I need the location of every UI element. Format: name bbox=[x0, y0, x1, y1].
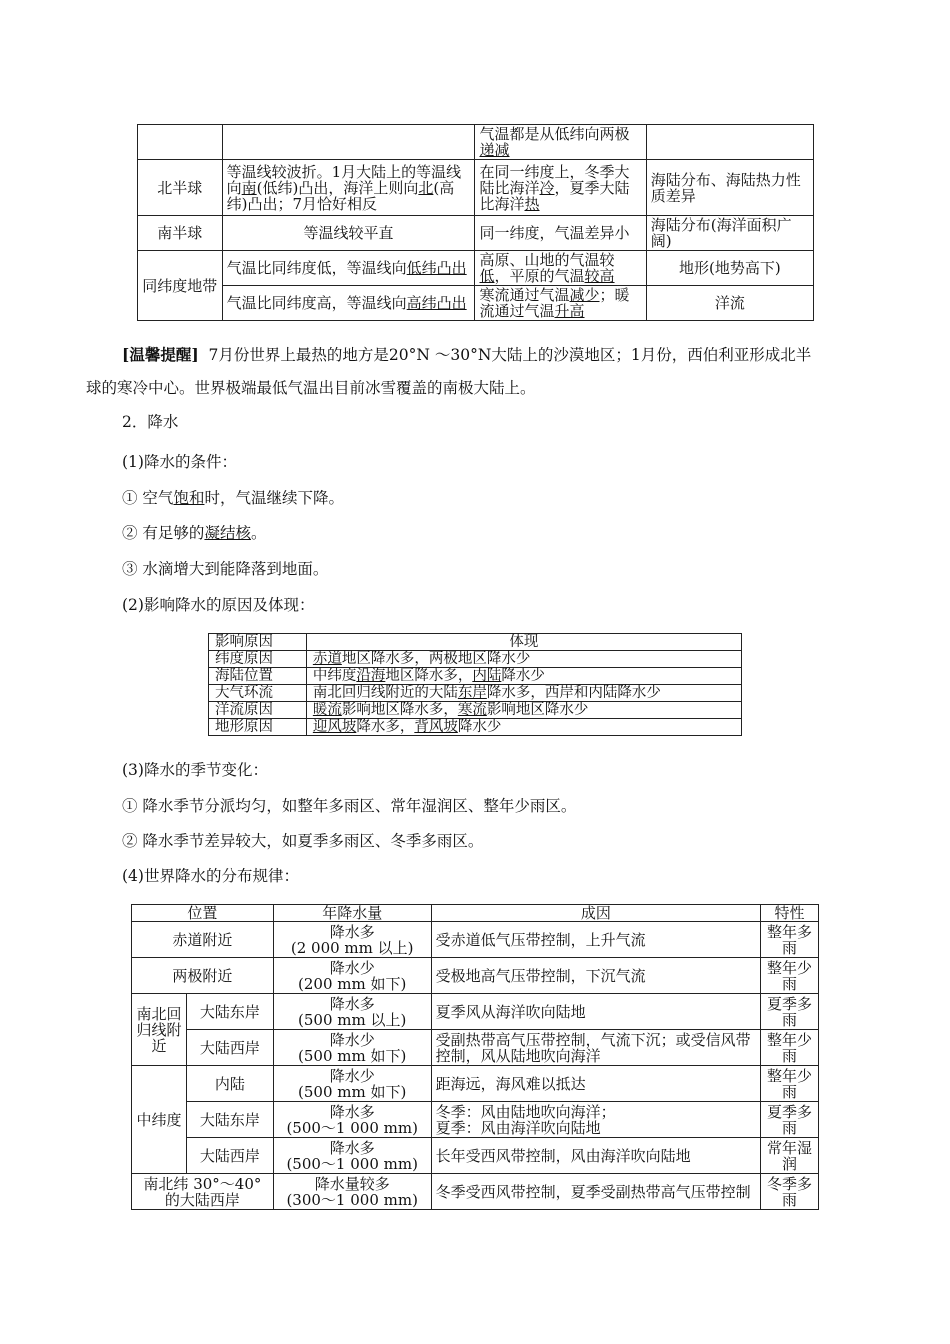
table-cell bbox=[273, 958, 431, 994]
text: 南北回归线附近的大陆 bbox=[312, 684, 458, 701]
table-row bbox=[209, 702, 742, 719]
condition-3: ③ 水滴增大到能降落到地面。 bbox=[122, 560, 329, 578]
table-row bbox=[132, 1102, 819, 1138]
table-header-row bbox=[132, 905, 819, 922]
text: (500 mm 以上) bbox=[298, 1010, 407, 1029]
table-header-row bbox=[209, 634, 742, 651]
condition-1 bbox=[122, 488, 344, 508]
table-cell: 大气环流 bbox=[209, 685, 307, 702]
text: 降水多 bbox=[329, 1102, 375, 1121]
underlined-text: 凝结核 bbox=[204, 524, 251, 542]
underlined-text: 升高 bbox=[554, 302, 585, 320]
table-cell: 冬季多雨 bbox=[761, 1174, 819, 1210]
table-cell bbox=[646, 125, 813, 160]
table-row bbox=[132, 1066, 819, 1102]
table-cell bbox=[475, 251, 646, 286]
text: 降水少 bbox=[329, 1030, 375, 1049]
table-cell bbox=[306, 702, 741, 719]
cell-text: 气温比同纬度低，等温线向 bbox=[226, 259, 407, 277]
table-cell bbox=[273, 1138, 431, 1174]
underlined-text: 冷 bbox=[539, 178, 555, 197]
table-cell: 受副热带高气压带控制，气流下沉；或受信风带控制，风从陆地吹向海洋 bbox=[431, 1030, 760, 1066]
table-cell bbox=[306, 685, 741, 702]
table-cell: 赤道附近 bbox=[132, 922, 274, 958]
underlined-text: 东岸 bbox=[457, 684, 487, 701]
table-cell bbox=[273, 1066, 431, 1102]
table-cell: 大陆东岸 bbox=[186, 1102, 273, 1138]
table-cell: 冬季受西风带控制，夏季受副热带高气压带控制 bbox=[431, 1174, 760, 1210]
text: (500 mm 如下) bbox=[298, 1082, 407, 1101]
table-header: 特性 bbox=[761, 905, 819, 922]
text: 降水量较多 bbox=[314, 1174, 390, 1193]
text: 降水少 bbox=[501, 667, 545, 684]
underlined-text: 暖流 bbox=[312, 701, 342, 718]
table-row bbox=[138, 160, 814, 216]
table-cell bbox=[273, 1102, 431, 1138]
table-cell: 南北纬 30°～40°的大陆西岸 bbox=[132, 1174, 274, 1210]
underlined-text: 背风坡 bbox=[414, 718, 458, 735]
tip-line-1 bbox=[122, 345, 811, 365]
table-cell bbox=[306, 668, 741, 685]
section-heading: 2．降水 bbox=[122, 413, 179, 431]
table-cell: 两极附近 bbox=[132, 958, 274, 994]
table-row bbox=[209, 651, 742, 668]
table-cell: 内陆 bbox=[186, 1066, 273, 1102]
table-cell: 同纬度地带 bbox=[138, 251, 223, 321]
text: (200 mm 如下) bbox=[298, 974, 407, 993]
table-cell bbox=[431, 1102, 760, 1138]
tip-text: 7月份世界上最热的地方是20°N ～30°N大陆上的沙漠地区；1月份，西伯利亚形成北半 bbox=[208, 346, 812, 364]
table-cell: 北半球 bbox=[138, 160, 223, 216]
table-cell: 等温线较平直 bbox=[222, 216, 475, 251]
underlined-text: 沿海 bbox=[356, 667, 386, 684]
cell-text: ，平原的气温 bbox=[494, 267, 585, 285]
tip-label: [温馨提醒] bbox=[122, 345, 199, 364]
precipitation-distribution-table bbox=[131, 904, 819, 1210]
text: (300～1 000 mm) bbox=[286, 1190, 418, 1209]
table-cell bbox=[138, 125, 223, 160]
underlined-text: 寒流 bbox=[457, 701, 487, 718]
table-cell: 夏季多雨 bbox=[761, 994, 819, 1030]
table-row bbox=[132, 1138, 819, 1174]
precipitation-factors-table bbox=[208, 633, 742, 736]
table-cell: 整年多雨 bbox=[761, 922, 819, 958]
table-row bbox=[209, 719, 742, 736]
table-cell: 南北回归线附近 bbox=[132, 994, 187, 1066]
table-cell: 夏季多雨 bbox=[761, 1102, 819, 1138]
text: 降水多 bbox=[329, 1138, 375, 1157]
text: ② 有足够的 bbox=[122, 524, 205, 542]
table-cell: 大陆西岸 bbox=[186, 1138, 273, 1174]
cell-text: 气温都是从低纬向两极 bbox=[479, 125, 630, 143]
table-cell: 中纬度 bbox=[132, 1066, 187, 1174]
table-row bbox=[209, 668, 742, 685]
underlined-text: 饱和 bbox=[173, 489, 205, 507]
table-row bbox=[209, 685, 742, 702]
table-cell bbox=[475, 160, 646, 216]
table-cell bbox=[222, 251, 475, 286]
text: 降水少 bbox=[329, 1066, 375, 1085]
table-cell bbox=[306, 651, 741, 668]
text: 影响地区降水少 bbox=[486, 701, 589, 718]
table-header: 成因 bbox=[431, 905, 760, 922]
text: (500～1 000 mm) bbox=[286, 1118, 418, 1137]
text: 冬季：风由陆地吹向海洋； bbox=[435, 1102, 616, 1121]
underlined-text: 南 bbox=[241, 178, 257, 197]
table-cell bbox=[273, 1174, 431, 1210]
table-cell: 纬度原因 bbox=[209, 651, 307, 668]
table-cell: 洋流原因 bbox=[209, 702, 307, 719]
text: 中纬度 bbox=[312, 667, 357, 684]
text: (500～1 000 mm) bbox=[286, 1154, 418, 1173]
table-cell: 南半球 bbox=[138, 216, 223, 251]
text: 降水少 bbox=[329, 958, 375, 977]
table-cell: 夏季风从海洋吹向陆地 bbox=[431, 994, 760, 1030]
text: (2 000 mm 以上) bbox=[290, 938, 414, 957]
table-cell: 海陆分布(海洋面积广阔) bbox=[646, 216, 813, 251]
table-header: 影响原因 bbox=[209, 634, 307, 651]
table-cell: 受赤道低气压带控制，上升气流 bbox=[431, 922, 760, 958]
table-cell: 地形原因 bbox=[209, 719, 307, 736]
text: 地区降水多，两极地区降水少 bbox=[341, 650, 531, 667]
text: 降水多 bbox=[329, 994, 375, 1013]
underlined-text: 热 bbox=[524, 194, 540, 213]
table-cell: 海陆分布、海陆热力性质差异 bbox=[646, 160, 813, 216]
underlined-text: 低纬凸出 bbox=[406, 259, 467, 277]
table-cell bbox=[222, 125, 475, 160]
text: 地区降水多， bbox=[385, 667, 473, 684]
table-cell: 大陆西岸 bbox=[186, 1030, 273, 1066]
table-cell: 地形(地势高下) bbox=[646, 251, 813, 286]
table-cell: 受极地高气压带控制，下沉气流 bbox=[431, 958, 760, 994]
table-cell: 同一纬度，气温差异小 bbox=[475, 216, 646, 251]
table-row bbox=[138, 216, 814, 251]
table-header: 年降水量 bbox=[273, 905, 431, 922]
underlined-text: 高纬凸出 bbox=[406, 294, 467, 312]
underlined-text: 迎风坡 bbox=[312, 718, 357, 735]
table-cell bbox=[222, 286, 475, 321]
table-header: 体现 bbox=[306, 634, 741, 651]
text: 影响地区降水多， bbox=[341, 701, 458, 718]
cell-text: 高原、山地的气温较 bbox=[479, 251, 615, 269]
distribution-title: (4)世界降水的分布规律： bbox=[122, 867, 299, 885]
table-cell: 大陆东岸 bbox=[186, 994, 273, 1030]
table-row bbox=[132, 1174, 819, 1210]
table-cell: 洋流 bbox=[646, 286, 813, 321]
cell-text: 气温比同纬度高，等温线向 bbox=[226, 294, 407, 312]
underlined-text: 赤道 bbox=[312, 650, 342, 667]
table-cell: 整年少雨 bbox=[761, 1066, 819, 1102]
underlined-text: 较高 bbox=[584, 267, 615, 285]
text: 降水多， bbox=[356, 718, 415, 735]
cell-text: 在同一纬度上，冬季大陆比海洋 bbox=[479, 162, 630, 197]
table-row bbox=[132, 958, 819, 994]
table-cell bbox=[273, 1030, 431, 1066]
table-row bbox=[138, 125, 814, 160]
cell-text: ；暖流通过气温 bbox=[479, 286, 630, 320]
table-cell: 整年少雨 bbox=[761, 1030, 819, 1066]
cell-text: (低纬)凸出，海洋上则向 bbox=[256, 178, 419, 197]
text: 。 bbox=[250, 524, 267, 542]
factors-title: (2)影响降水的原因及体现： bbox=[122, 596, 315, 614]
table-header: 位置 bbox=[132, 905, 274, 922]
table-row bbox=[138, 251, 814, 286]
seasonal-1: ① 降水季节分派均匀，如整年多雨区、常年湿润区、整年少雨区。 bbox=[122, 797, 577, 815]
text: (500 mm 如下) bbox=[298, 1046, 407, 1065]
text: 时，气温继续下降。 bbox=[204, 489, 344, 507]
table-row bbox=[132, 922, 819, 958]
table-cell: 常年湿润 bbox=[761, 1138, 819, 1174]
seasonal-title: (3)降水的季节变化： bbox=[122, 761, 268, 779]
text: 降水多 bbox=[329, 922, 375, 941]
table-cell bbox=[306, 719, 741, 736]
underlined-text: 递减 bbox=[479, 141, 510, 159]
table-row bbox=[132, 1030, 819, 1066]
table-cell bbox=[273, 994, 431, 1030]
underlined-text: 减少 bbox=[569, 286, 600, 304]
conditions-title: (1)降水的条件： bbox=[122, 453, 237, 471]
text: ① 空气 bbox=[122, 489, 174, 507]
table-cell bbox=[273, 922, 431, 958]
table-cell bbox=[475, 125, 646, 160]
text: 夏季：风由海洋吹向陆地 bbox=[435, 1118, 601, 1137]
table-cell: 长年受西风带控制，风由海洋吹向陆地 bbox=[431, 1138, 760, 1174]
text: 降水少 bbox=[457, 718, 502, 735]
table-cell bbox=[222, 160, 475, 216]
cell-text: 等温线较波折。1月大陆上的等温线向 bbox=[226, 162, 462, 197]
tip-line-2: 球的寒冷中心。世界极端最低气温出目前冰雪覆盖的南极大陆上。 bbox=[86, 379, 536, 397]
table-cell: 海陆位置 bbox=[209, 668, 307, 685]
cell-text: (高纬)凸出；7月恰好相反 bbox=[226, 178, 455, 213]
underlined-text: 低 bbox=[479, 267, 495, 285]
underlined-text: 北 bbox=[418, 178, 434, 197]
cell-text: ，夏季大陆比海洋 bbox=[479, 178, 630, 213]
table-cell: 整年少雨 bbox=[761, 958, 819, 994]
table-row bbox=[138, 286, 814, 321]
cell-text: 寒流通过气温 bbox=[479, 286, 570, 304]
temperature-table bbox=[137, 124, 814, 321]
table-cell: 距海远，海风难以抵达 bbox=[431, 1066, 760, 1102]
condition-2 bbox=[122, 523, 266, 543]
underlined-text: 内陆 bbox=[472, 667, 502, 684]
seasonal-2: ② 降水季节差异较大，如夏季多雨区、冬季多雨区。 bbox=[122, 832, 484, 850]
table-cell bbox=[475, 286, 646, 321]
table-row bbox=[132, 994, 819, 1030]
text: 降水多，西岸和内陆降水少 bbox=[486, 684, 661, 701]
